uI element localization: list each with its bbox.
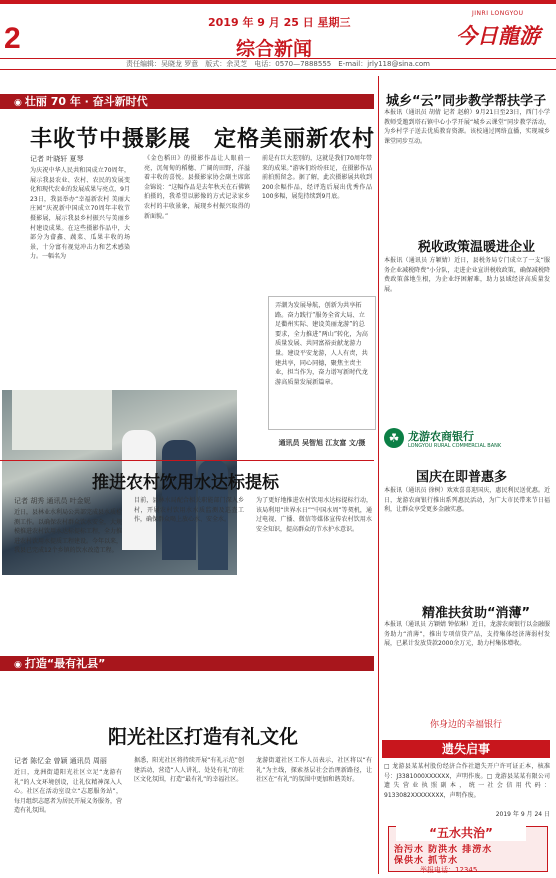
story2-title: 推进农村饮用水达标提标 [92, 473, 279, 493]
photo-sign [12, 390, 112, 450]
story2-byline: 记者 胡秀 通讯员 叶金妮 [14, 497, 91, 505]
newspaper-logo: 今日龍游 [456, 24, 540, 48]
right-body-1: 本报讯（通讯员 胡倩 记者 赵蔚）9月21日至23日，西门小学教师受邀到塔石镇中心小学开展“城乡云课堂”同步教学活动，为乡村学子送去优质教育资源。该校通过网络直播，实现城乡课堂同步互动。 [384, 109, 550, 145]
story3-band: ◉ 打造“最有礼县” [0, 656, 374, 671]
story3-column-3: 龙游街道社区工作人员表示，社区将以“有礼”为主线，探索基层社会治理新路径，让社区在“有礼”的氛围中更加和谐美好。 [256, 757, 372, 784]
info-box-text: 弄潮为发展导航，创新为共享拓路。奋力践行“服务全省大局、立足衢州实际、建设美丽龙游”的总要求，全力推进“两山”转化，为高质量发展、共同富裕贡献龙游力量。建设平安龙游，人人有责，共建共享，同心同德，聚焦主责主业，担当作为，奋力谱写新时代龙游高质量发展新篇章。 [275, 302, 368, 386]
story1-column-2: 《金色稻田》的摄影作品让人眼前一亮，沉甸甸的稻穗、广阔的田野，洋溢着丰收的喜悦。县摄影家协会副主席邱金锦说：“这幅作品是去年秋天在石佛镇拍摄的，我希望以影像的方式记录家乡农村的丰收景象，展现乡村振兴取得的新面貌。” [144, 155, 250, 220]
issue-date: 2019 年 9 月 25 日 星期三 [208, 16, 351, 29]
credit-line: 责任编辑：吴晓龙 罗意 版式：余灵芝 电话：0570—7888555 E-mail：jrly118@sina.com [0, 58, 556, 70]
right-body-4: 本报讯（通讯员 方颖婧 钟依琳）近日，龙游农商银行以金融服务助力“消薄”，推出专项信贷产品，支持集体经济薄弱村发展，已累计发放贷款2000余万元，助力村集体增收。 [384, 621, 550, 648]
right-headline-3: 国庆在即普惠多 [416, 470, 508, 485]
bank-logo-icon: ☘ [384, 428, 404, 448]
bank-name: 龙游农商银行 [408, 430, 474, 443]
five-water-title: “五水共治” [396, 824, 526, 841]
divider [0, 460, 374, 461]
page-number: 2 [4, 22, 21, 55]
right-headline-1: 城乡“云”同步教学帮扶学子 [386, 94, 547, 109]
info-box [268, 296, 376, 430]
logo-english: JINRI LONGYOU [472, 10, 524, 17]
right-headline-4: 精准扶贫助“消薄” [422, 606, 531, 621]
story2-column-2: 目前，县林水局配合相关职能部门深入乡村，开展农村饮用水水质监测及巡查工作，确保群众喝上放心水、安全水。 [134, 497, 244, 524]
story1-band: ◉ 壮丽 70 年 · 奋斗新时代 [0, 94, 374, 109]
five-water-line-2: 保供水 抓节水 [394, 856, 459, 866]
bank-slogan: 你身边的幸福银行 [429, 720, 502, 730]
bank-name-english: LONGYOU RURAL COMMERCIAL BANK [408, 443, 502, 449]
section-title: 综合新闻 [236, 38, 313, 60]
story1-column-3: 前是有巨大差别的，这就是我们70周年带来的成果。”游客们纷纷驻足，在摄影作品前拍照留念。据了解，此次摄影展共收到200余幅作品，经评选后展出优秀作品100多幅，展览持续到9月底。 [262, 155, 372, 201]
info-box-signature: 通讯员 吴智旭 江友富 文/摄 [278, 439, 366, 447]
five-water-phone: 举报电话：12345 [420, 866, 478, 874]
story2-column-1: 近日，县林业水利局公共部完成县水质检测工作。以确保农村群众饮水安全，大规模推进农村饮用水达标提标工程，全力推进农村饮用水提质工程建设。今年以来，我县已完成12个乡镇的饮水改造工程。 [14, 509, 122, 555]
story3-column-2: 据悉，阳光社区将持续开展“有礼示范”创建活动，营造“人人讲礼、处处有礼”的社区文化氛围，打造“最有礼”的幸福社区。 [134, 757, 244, 784]
right-headline-2: 税收政策温暖进企业 [418, 240, 536, 255]
column-divider [378, 76, 379, 874]
story1-column-1: 为庆祝中华人民共和国成立70周年，展示我县农业、农村、农民的发展变化和现代农业的发展成果与亮点，9月23日，我县举办“幸福新农村 美丽大庄园”庆祝新中国成立70周年丰收节摄影展，展示我县乡村振兴与美丽乡村建设成果。在这些摄影作品中，大部分为畲鑫、蔬菜、瓜果丰收的场景，十分富有视觉冲击力和艺术感染力。一幅名为 [30, 167, 130, 261]
notice-date: 2019 年 9 月 24 日 [495, 811, 550, 818]
story1-title: 丰收节中摄影展 定格美丽新农村 [30, 127, 376, 152]
five-water-line-1: 治污水 防洪水 排涝水 [394, 845, 493, 855]
header-accent-bar [0, 0, 556, 4]
notice-title: 遗失启事 [382, 740, 550, 758]
story3-title: 阳光社区打造有礼文化 [108, 726, 299, 748]
story3-column-1: 近日，龙洲街道阳光社区立足“龙游有礼”的人文环境创设，让礼仪精神深入人心。社区在活动室设立“志愿服务站”，每月组织志愿者为居民开展义务服务，营造有礼氛围。 [14, 769, 122, 815]
story1-byline: 记者 叶晓轩 夏琴 [30, 155, 84, 163]
right-body-2: 本报讯（通讯员 方颖婧）近日，县税务局专门成立了一支“服务企业减税降费”小分队，走进企业宣讲税收政策，确保减税降费政策落地生根，为企业纾困解难，助力县域经济高质量发展。 [384, 257, 550, 293]
story3-byline: 记者 陈忆金 曾颖 通讯员 周丽 [14, 757, 107, 765]
story2-column-3: 为了更好地推进农村饮用水达标提标行动，该局利用“世界水日”“中国水周”等契机，通过电视、广播、微信等媒体宣传农村饮用水安全知识，提高群众的节水护水意识。 [256, 497, 372, 533]
notice-body: □ 龙游县某某村股份经济合作社遗失开户许可证正本，核准号：J3381000XXXXXX，声明作废。□ 龙游县某某有限公司遗失营业执照副本，统一社会信用代码：9133082XXXXXXXX，声明作废。 [384, 763, 550, 799]
right-body-3: 本报讯（通讯员 徐树）欢欢喜喜迎国庆，惠民利民送优惠。近日，龙游农商银行推出系列惠民活动，为广大市民带来节日福利，让群众享受更多金融实惠。 [384, 487, 550, 514]
